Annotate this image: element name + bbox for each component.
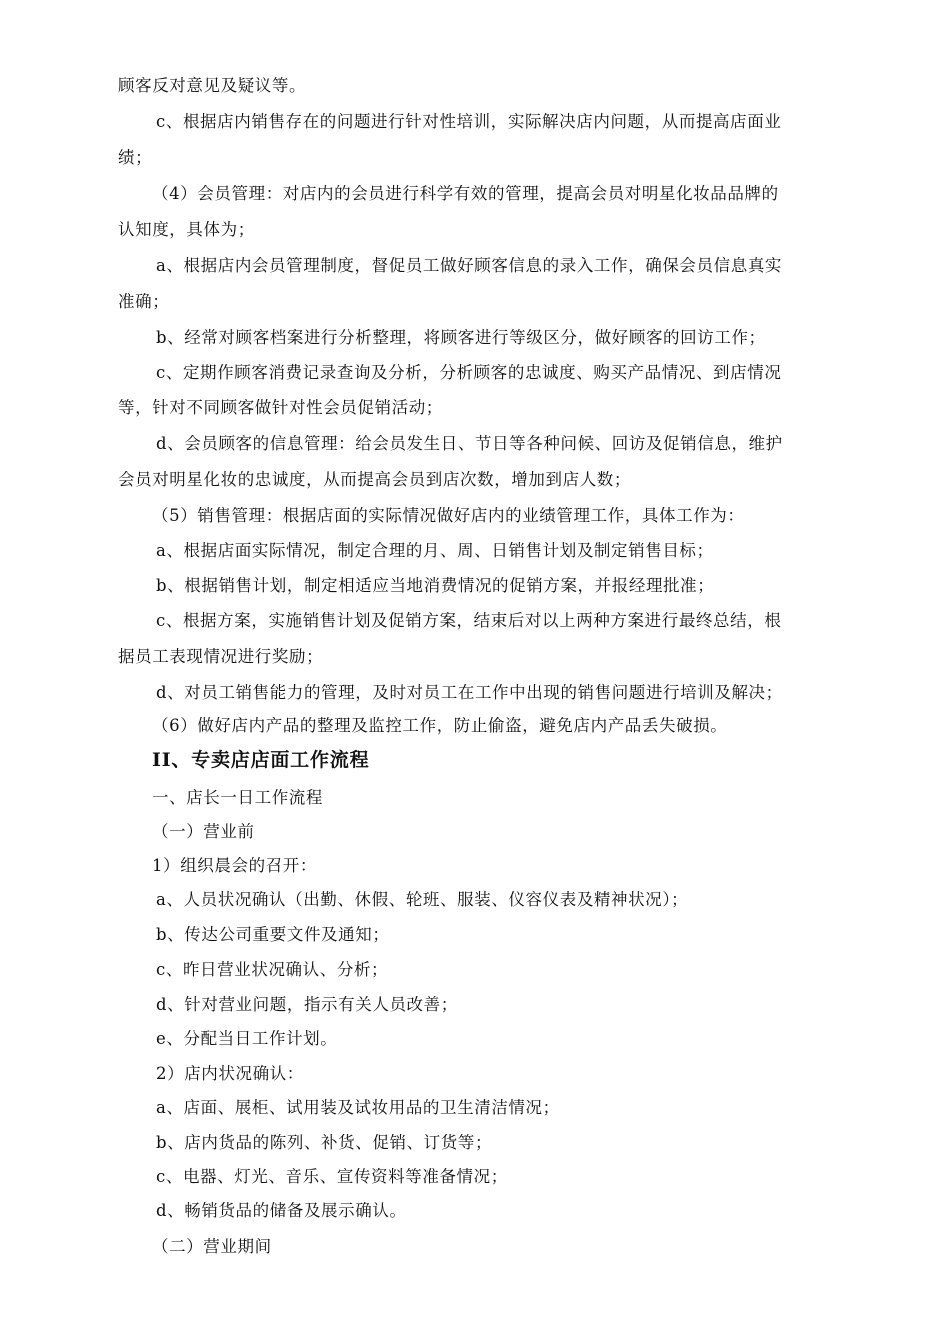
text-line: 1）组织晨会的召开： [152,856,317,875]
text-line: a、人员状况确认（出勤、休假、轮班、服装、仪容仪表及精神状况）； [156,890,689,909]
text-line: 认知度，具体为； [118,220,255,239]
text-line: （二）营业期间 [152,1237,272,1256]
text-line: e、分配当日工作计划。 [156,1029,338,1048]
text-line: 顾客反对意见及疑议等。 [118,76,307,95]
text-line: d、会员顾客的信息管理：给会员发生日、节日等各种问候、回访及促销信息，维护 [156,434,783,453]
text-line: c、根据方案，实施销售计划及促销方案，结束后对以上两种方案进行最终总结，根 [156,611,782,630]
text-line: c、根据店内销售存在的问题进行针对性培训，实际解决店内问题，从而提高店面业 [156,112,782,131]
text-line: c、定期作顾客消费记录查询及分析，分析顾客的忠诚度、购买产品情况、到店情况 [156,363,782,382]
text-line: c、电器、灯光、音乐、宣传资料等准备情况； [156,1167,508,1186]
text-line: 等，针对不同顾客做针对性会员促销活动； [118,398,443,417]
text-line: （一）营业前 [152,822,255,841]
text-line: d、对员工销售能力的管理，及时对员工在工作中出现的销售问题进行培训及解决； [156,683,783,702]
text-line: d、针对营业问题，指示有关人员改善； [156,995,458,1014]
section-heading: II、专卖店店面工作流程 [152,749,370,771]
text-line: （4）会员管理：对店内的会员进行科学有效的管理，提高会员对明星化妆品品牌的 [152,184,779,203]
text-line: 2）店内状况确认： [156,1064,304,1083]
text-line: a、根据店内会员管理制度，督促员工做好顾客信息的录入工作，确保会员信息真实 [156,256,783,275]
text-line: 绩； [118,148,153,167]
text-line: d、畅销货品的储备及展示确认。 [156,1201,407,1220]
text-line: b、根据销售计划，制定相适应当地消费情况的促销方案，并报经理批准； [156,576,715,595]
text-line: 据员工表现情况进行奖励； [118,647,324,666]
text-line: （6）做好店内产品的整理及监控工作，防止偷盗，避免店内产品丢失破损。 [152,716,728,735]
text-line: 准确； [118,292,170,311]
text-line: 一、店长一日工作流程 [152,788,323,807]
text-line: b、店内货品的陈列、补货、促销、订货等； [156,1133,493,1152]
text-line: （5）销售管理：根据店面的实际情况做好店内的业绩管理工作，具体工作为： [152,506,745,525]
text-line: 会员对明星化妆的忠诚度，从而提高会员到店次数，增加到店人数； [118,470,631,489]
text-line: a、店面、展柜、试用装及试妆用品的卫生清洁情况； [156,1098,560,1117]
text-line: c、昨日营业状况确认、分析； [156,960,389,979]
text-line: a、根据店面实际情况，制定合理的月、周、日销售计划及制定销售目标； [156,541,714,560]
text-line: b、经常对顾客档案进行分析整理，将顾客进行等级区分，做好顾客的回访工作； [156,328,766,347]
text-line: b、传达公司重要文件及通知； [156,925,390,944]
